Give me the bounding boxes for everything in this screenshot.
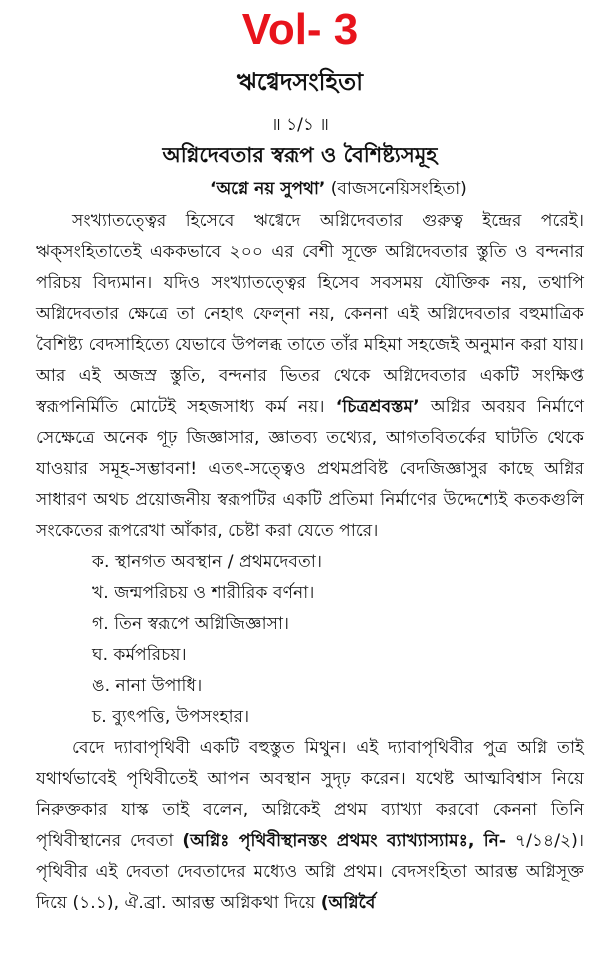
outline-item: ঘ. কর্মপরিচয়। [92,645,187,665]
paragraph-intro-part2: অগ্নির অবয়ব নির্মাণে সেক্ষেত্রে অনেক গূঢ় জিজ্ঞাসার, জ্ঞাতব্য তথ্যের, আগতবিতর্কের ঘাটতি থেকে যাওয়ার সমূহ-সম্ভাবনা! এতৎ-সত্ত্বেও প্রথমপ্রবিষ্ট বেদজিজ্ঞাসুর কাছে অগ্নির সাধারণ অথচ প্রয়োজনীয় স্বরূপটির একটি প্রতিমা নির্মাণের উদ্দেশ্যেই কতকগুলি সংকেতের রূপরেখা আঁকার, চেষ্টা করা যেতে পারে। [36,397,585,541]
epigraph-source: (বাজসনেয়িসংহিতা) [330,179,467,199]
outline-item: চ. ব্যুৎপত্তি, উপসংহার। [92,707,250,727]
paragraph-earth-tail: (অগ্নির্বৈ [320,893,376,913]
bold-term: ‘চিত্রশ্রবস্তম’ [335,397,420,417]
outline-item: ক. স্থানগত অবস্থান / প্রথমদেবতা। [92,552,323,572]
paragraph-earth-part1: বেদে দ্যাবাপৃথিবী একটি বহুস্তুত মিথুন। এই দ্যাবাপৃথিবীর পুত্র অগ্নি তাই যথার্থভাবেই পৃথিবীতেই আপন অবস্থান সুদৃঢ় করেন। যথেষ্ট আত্মবিশ্বাস নিয়ে নিরুক্তকার যাস্ক তাই বলেন, অগ্নিকেই প্রথম ব্যাখ্যা করবো কেননা তিনি পৃথিবীস্থানের দেবতা [36,738,584,851]
outline-item: ঙ. নানা উপাধি। [92,676,203,696]
sukta-number: ॥ ১/১ ॥ [271,115,329,135]
book-title: ঋগ্বেদসংহিতা [236,68,364,96]
epigraph-quote: ‘অগ্নে নয় সুপথা’ [210,179,326,199]
chapter-title: অগ্নিদেবতার স্বরূপ ও বৈশিষ্ট্যসমূহ [162,143,438,167]
body-text [36,206,584,919]
paragraph-earth [36,733,584,919]
outline-item: খ. জন্মপরিচয় ও শারীরিক বর্ণনা। [92,583,315,603]
nirukta-quote: (অগ্নিঃ পৃথিবীস্থানস্তং প্রথমং ব্যাখ্যাস্যামঃ, নি- [182,831,507,851]
outline-list [36,547,584,733]
outline-item: গ. তিন স্বরূপে অগ্নিজিজ্ঞাসা। [92,614,290,634]
epigraph [210,175,590,203]
paragraph-intro [36,206,584,547]
paragraph-intro-part1: সংখ্যাতত্ত্বের হিসেবে ঋগ্বেদে অগ্নিদেবতার গুরুত্ব ইন্দ্রের পরেই। ঋক্‌সংহিতাতেই এককভাবে ২০০ এর বেশী সূক্তে অগ্নিদেবতার স্তুতি ও বন্দনার পরিচয় বিদ্যমান। যদিও সংখ্যাতত্ত্বের হিসেব সবসময় যৌক্তিক নয়, তথাপি অগ্নিদেবতার ক্ষেত্রে তা নেহাৎ ফেল্‌না নয়, কেননা এই অগ্নিদেবতার বহুমাত্রিক বৈশিষ্ট্য বেদসাহিত্যে যেভাবে উপলব্ধ তাতে তাঁর মহিমা সহজেই অনুমান করা যায়। আর এই অজস্র স্তুতি, বন্দনার ভিতর থেকে অগ্নিদেবতার একটি সংক্ষিপ্ত স্বরূপনির্মিতি মোটেই সহজসাধ্য কর্ম নয়। [36,211,584,417]
paragraph-earth-part2: ৭/১৪/২)। পৃথিবীর এই দেবতা দেবতাদের মধ্যেও অগ্নি প্রথম। বেদসংহিতা আরম্ভ অগ্নিসূক্ত দিয়ে (১.১), ঐ.ব্রা. আরম্ভ অগ্নিকথা দিয়ে [36,831,585,913]
volume-title: Vol- 3 [241,5,359,54]
